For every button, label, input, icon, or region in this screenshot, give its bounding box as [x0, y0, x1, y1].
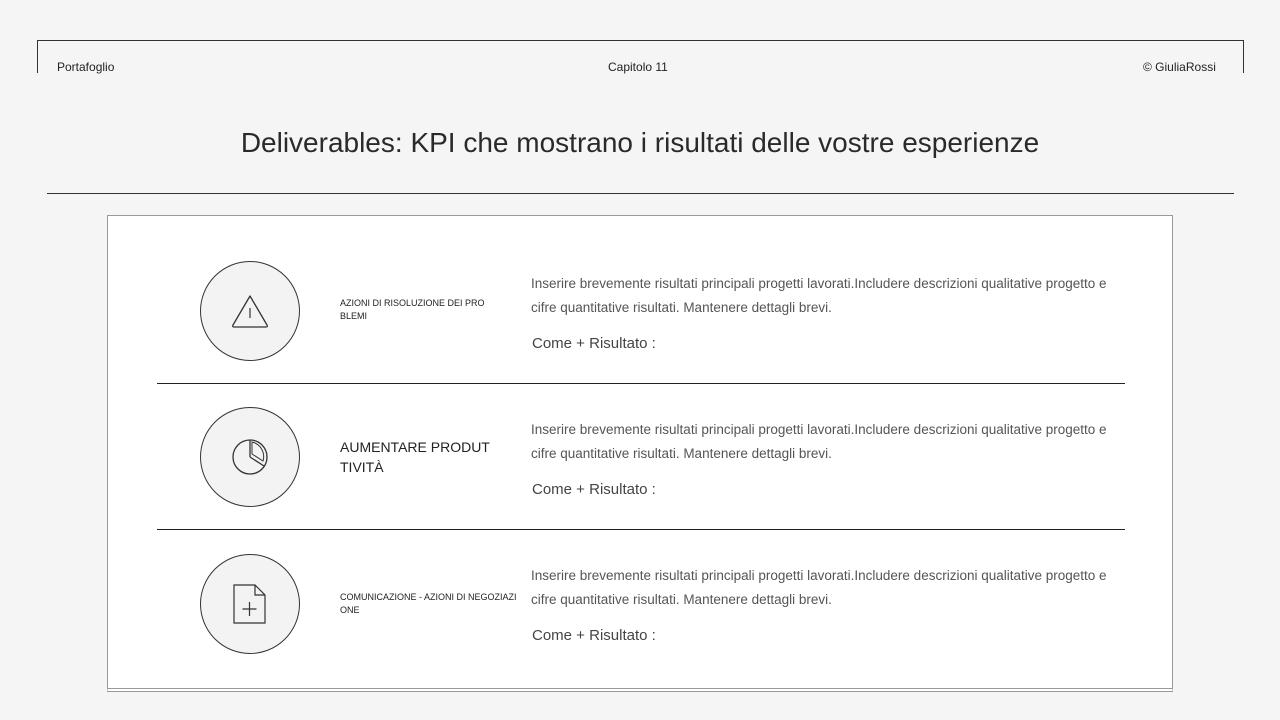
pie-chart-icon: [200, 407, 300, 507]
kpi-result: Come + Risultato :: [532, 335, 656, 352]
kpi-row: [157, 238, 1125, 384]
page-title: Deliverables: KPI che mostrano i risultati delle vostre esperienze: [240, 127, 1040, 158]
header-portfolio: Portafoglio: [57, 60, 115, 74]
warning-icon: [200, 261, 300, 361]
kpi-card: [107, 215, 1173, 692]
kpi-label: AZIONI DI RISOLUZIONE DEI PRO BLEMI: [340, 298, 485, 321]
header-chapter: Capitolo 11: [608, 60, 668, 74]
divider: [47, 193, 1234, 194]
kpi-row: [157, 530, 1125, 676]
kpi-description: Inserire brevemente risultati principali progetti lavorati.Includere descrizioni qualitative progetto e cifre quantitative risultati. Mantenere dettagli brevi.: [531, 568, 1107, 607]
kpi-result: Come + Risultato :: [532, 481, 656, 498]
kpi-row: [157, 384, 1125, 530]
kpi-result: Come + Risultato :: [532, 627, 656, 644]
kpi-description: Inserire brevemente risultati principali progetti lavorati.Includere descrizioni qualitative progetto e cifre quantitative risultati. Mantenere dettagli brevi.: [531, 276, 1107, 315]
kpi-description: Inserire brevemente risultati principali progetti lavorati.Includere descrizioni qualitative progetto e cifre quantitative risultati. Mantenere dettagli brevi.: [531, 422, 1107, 461]
kpi-label: COMUNICAZIONE - AZIONI DI NEGOZIAZI ONE: [340, 592, 517, 615]
header-copyright: © GiuliaRossi: [1143, 60, 1216, 74]
add-document-icon: [200, 554, 300, 654]
kpi-label: AUMENTARE PRODUT TIVITÀ: [340, 439, 490, 475]
